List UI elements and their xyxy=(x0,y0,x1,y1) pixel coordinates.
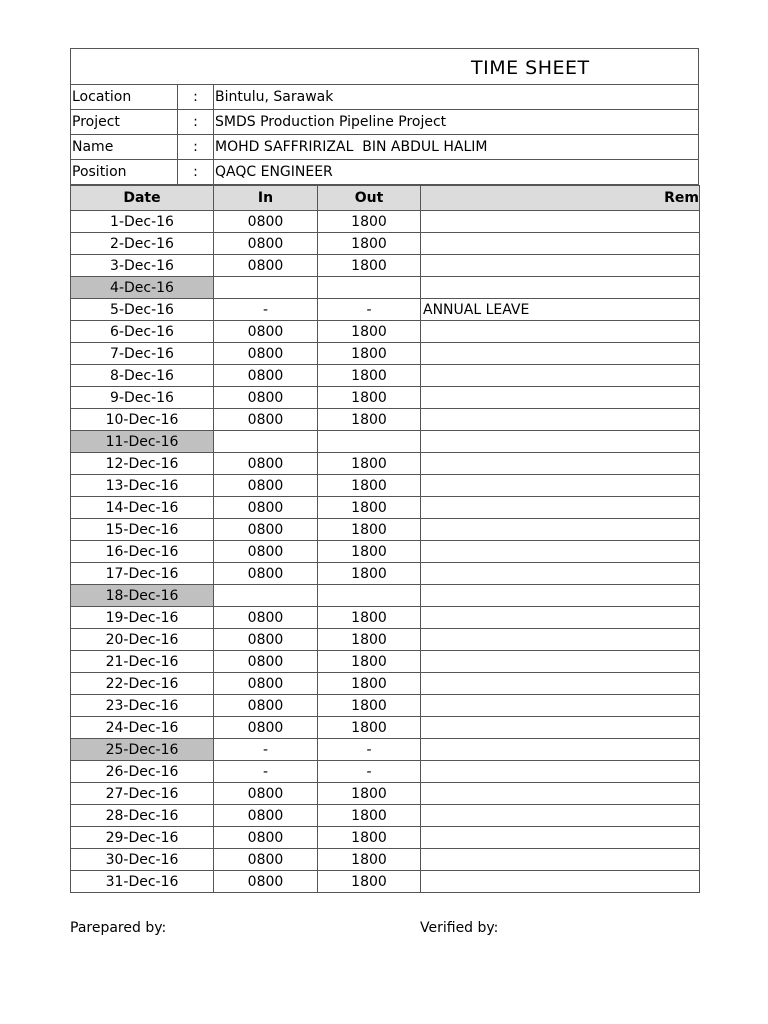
remarks-cell: ANNUAL LEAVE xyxy=(421,299,700,321)
table-row xyxy=(71,541,700,563)
remarks-cell xyxy=(421,409,700,431)
remarks-cell xyxy=(421,453,700,475)
remarks-cell xyxy=(421,607,700,629)
date-cell: 2-Dec-16 xyxy=(71,233,214,255)
table-row xyxy=(71,321,700,343)
remarks-cell xyxy=(421,343,700,365)
date-cell: 1-Dec-16 xyxy=(71,211,214,233)
sheet-title: TIME SHEET xyxy=(471,57,590,79)
info-colon: : xyxy=(178,110,214,135)
in-time-cell: 0800 xyxy=(214,607,318,629)
in-time-cell xyxy=(214,585,318,607)
title-row xyxy=(70,48,699,84)
out-time-cell: 1800 xyxy=(318,541,421,563)
table-row xyxy=(71,409,700,431)
out-time-cell: 1800 xyxy=(318,783,421,805)
remarks-cell xyxy=(421,761,700,783)
date-cell: 29-Dec-16 xyxy=(71,827,214,849)
remarks-cell xyxy=(421,849,700,871)
info-value: Bintulu, Sarawak xyxy=(214,85,699,110)
date-cell: 5-Dec-16 xyxy=(71,299,214,321)
in-time-cell: 0800 xyxy=(214,651,318,673)
in-time-cell: 0800 xyxy=(214,519,318,541)
column-header-out: Out xyxy=(318,186,421,211)
in-time-cell: 0800 xyxy=(214,629,318,651)
in-time-cell: 0800 xyxy=(214,673,318,695)
table-row xyxy=(71,607,700,629)
out-time-cell xyxy=(318,585,421,607)
in-time-cell: 0800 xyxy=(214,409,318,431)
info-row-name xyxy=(71,135,699,160)
date-cell: 10-Dec-16 xyxy=(71,409,214,431)
date-cell: 22-Dec-16 xyxy=(71,673,214,695)
remarks-cell xyxy=(421,717,700,739)
table-row xyxy=(71,277,700,299)
table-row xyxy=(71,431,700,453)
out-time-cell: 1800 xyxy=(318,475,421,497)
table-row xyxy=(71,497,700,519)
info-value: SMDS Production Pipeline Project xyxy=(214,110,699,135)
in-time-cell: 0800 xyxy=(214,475,318,497)
remarks-cell xyxy=(421,805,700,827)
table-row xyxy=(71,629,700,651)
out-time-cell: 1800 xyxy=(318,607,421,629)
remarks-cell xyxy=(421,321,700,343)
date-cell: 18-Dec-16 xyxy=(71,585,214,607)
remarks-cell xyxy=(421,475,700,497)
remarks-cell xyxy=(421,497,700,519)
table-header-row xyxy=(71,186,700,211)
table-row xyxy=(71,783,700,805)
out-time-cell: - xyxy=(318,299,421,321)
out-time-cell: 1800 xyxy=(318,519,421,541)
out-time-cell: 1800 xyxy=(318,871,421,893)
out-time-cell: - xyxy=(318,739,421,761)
remarks-cell xyxy=(421,783,700,805)
date-cell: 3-Dec-16 xyxy=(71,255,214,277)
out-time-cell: 1800 xyxy=(318,563,421,585)
column-header-in: In xyxy=(214,186,318,211)
remarks-cell xyxy=(421,651,700,673)
date-cell: 13-Dec-16 xyxy=(71,475,214,497)
out-time-cell: 1800 xyxy=(318,673,421,695)
out-time-cell: 1800 xyxy=(318,387,421,409)
in-time-cell: 0800 xyxy=(214,233,318,255)
in-time-cell: 0800 xyxy=(214,563,318,585)
prepared-by-label: Parepared by: xyxy=(70,920,167,936)
out-time-cell: 1800 xyxy=(318,365,421,387)
date-cell: 16-Dec-16 xyxy=(71,541,214,563)
info-label: Project xyxy=(71,110,178,135)
date-cell: 30-Dec-16 xyxy=(71,849,214,871)
in-time-cell: 0800 xyxy=(214,783,318,805)
table-row xyxy=(71,563,700,585)
info-label: Location xyxy=(71,85,178,110)
table-row xyxy=(71,343,700,365)
out-time-cell: 1800 xyxy=(318,695,421,717)
remarks-cell xyxy=(421,255,700,277)
table-row xyxy=(71,299,700,321)
in-time-cell: - xyxy=(214,739,318,761)
remarks-cell xyxy=(421,739,700,761)
table-row xyxy=(71,739,700,761)
date-cell: 28-Dec-16 xyxy=(71,805,214,827)
date-cell: 31-Dec-16 xyxy=(71,871,214,893)
remarks-cell xyxy=(421,695,700,717)
out-time-cell: 1800 xyxy=(318,827,421,849)
out-time-cell: 1800 xyxy=(318,409,421,431)
out-time-cell: 1800 xyxy=(318,717,421,739)
date-cell: 6-Dec-16 xyxy=(71,321,214,343)
in-time-cell: 0800 xyxy=(214,211,318,233)
info-label: Name xyxy=(71,135,178,160)
date-cell: 15-Dec-16 xyxy=(71,519,214,541)
date-cell: 19-Dec-16 xyxy=(71,607,214,629)
date-cell: 17-Dec-16 xyxy=(71,563,214,585)
table-row xyxy=(71,761,700,783)
info-table xyxy=(70,84,699,185)
in-time-cell: 0800 xyxy=(214,321,318,343)
in-time-cell: 0800 xyxy=(214,497,318,519)
out-time-cell xyxy=(318,277,421,299)
in-time-cell: - xyxy=(214,299,318,321)
out-time-cell xyxy=(318,431,421,453)
out-time-cell: 1800 xyxy=(318,321,421,343)
date-cell: 4-Dec-16 xyxy=(71,277,214,299)
date-cell: 9-Dec-16 xyxy=(71,387,214,409)
column-header-date: Date xyxy=(71,186,214,211)
table-row xyxy=(71,453,700,475)
in-time-cell: 0800 xyxy=(214,387,318,409)
table-row xyxy=(71,651,700,673)
in-time-cell: 0800 xyxy=(214,871,318,893)
table-row xyxy=(71,805,700,827)
table-row xyxy=(71,233,700,255)
date-cell: 14-Dec-16 xyxy=(71,497,214,519)
info-value: QAQC ENGINEER xyxy=(214,160,699,185)
table-row xyxy=(71,717,700,739)
date-cell: 25-Dec-16 xyxy=(71,739,214,761)
remarks-cell xyxy=(421,519,700,541)
table-row xyxy=(71,211,700,233)
table-row xyxy=(71,871,700,893)
info-row-location xyxy=(71,85,699,110)
remarks-cell xyxy=(421,431,700,453)
in-time-cell: - xyxy=(214,761,318,783)
out-time-cell: 1800 xyxy=(318,343,421,365)
verified-by-label: Verified by: xyxy=(420,920,499,936)
date-cell: 26-Dec-16 xyxy=(71,761,214,783)
table-row xyxy=(71,827,700,849)
remarks-cell xyxy=(421,673,700,695)
in-time-cell xyxy=(214,277,318,299)
date-cell: 20-Dec-16 xyxy=(71,629,214,651)
out-time-cell: 1800 xyxy=(318,651,421,673)
in-time-cell: 0800 xyxy=(214,453,318,475)
out-time-cell: - xyxy=(318,761,421,783)
table-row xyxy=(71,849,700,871)
table-row xyxy=(71,475,700,497)
remarks-cell xyxy=(421,541,700,563)
date-cell: 21-Dec-16 xyxy=(71,651,214,673)
remarks-cell xyxy=(421,387,700,409)
table-row xyxy=(71,673,700,695)
remarks-cell xyxy=(421,871,700,893)
info-row-project xyxy=(71,110,699,135)
out-time-cell: 1800 xyxy=(318,849,421,871)
out-time-cell: 1800 xyxy=(318,453,421,475)
table-row xyxy=(71,695,700,717)
in-time-cell: 0800 xyxy=(214,541,318,563)
in-time-cell: 0800 xyxy=(214,717,318,739)
info-label: Position xyxy=(71,160,178,185)
table-row xyxy=(71,519,700,541)
out-time-cell: 1800 xyxy=(318,497,421,519)
remarks-cell xyxy=(421,211,700,233)
out-time-cell: 1800 xyxy=(318,805,421,827)
in-time-cell: 0800 xyxy=(214,695,318,717)
remarks-cell xyxy=(421,233,700,255)
remarks-cell xyxy=(421,585,700,607)
info-colon: : xyxy=(178,135,214,160)
date-cell: 7-Dec-16 xyxy=(71,343,214,365)
in-time-cell: 0800 xyxy=(214,805,318,827)
date-cell: 23-Dec-16 xyxy=(71,695,214,717)
table-row xyxy=(71,387,700,409)
in-time-cell: 0800 xyxy=(214,343,318,365)
out-time-cell: 1800 xyxy=(318,211,421,233)
info-colon: : xyxy=(178,160,214,185)
date-cell: 27-Dec-16 xyxy=(71,783,214,805)
remarks-cell xyxy=(421,827,700,849)
out-time-cell: 1800 xyxy=(318,629,421,651)
date-cell: 24-Dec-16 xyxy=(71,717,214,739)
remarks-cell xyxy=(421,629,700,651)
info-colon: : xyxy=(178,85,214,110)
in-time-cell: 0800 xyxy=(214,255,318,277)
in-time-cell xyxy=(214,431,318,453)
table-row xyxy=(71,365,700,387)
date-cell: 11-Dec-16 xyxy=(71,431,214,453)
out-time-cell: 1800 xyxy=(318,255,421,277)
date-cell: 8-Dec-16 xyxy=(71,365,214,387)
in-time-cell: 0800 xyxy=(214,849,318,871)
in-time-cell: 0800 xyxy=(214,827,318,849)
table-row xyxy=(71,585,700,607)
remarks-cell xyxy=(421,277,700,299)
info-row-position xyxy=(71,160,699,185)
remarks-cell xyxy=(421,365,700,387)
remarks-cell xyxy=(421,563,700,585)
table-row xyxy=(71,255,700,277)
timesheet xyxy=(70,48,699,893)
in-time-cell: 0800 xyxy=(214,365,318,387)
out-time-cell: 1800 xyxy=(318,233,421,255)
column-header-remarks: Rem xyxy=(421,186,700,211)
info-value: MOHD SAFFRIRIZAL BIN ABDUL HALIM xyxy=(214,135,699,160)
timesheet-table xyxy=(70,185,700,893)
date-cell: 12-Dec-16 xyxy=(71,453,214,475)
